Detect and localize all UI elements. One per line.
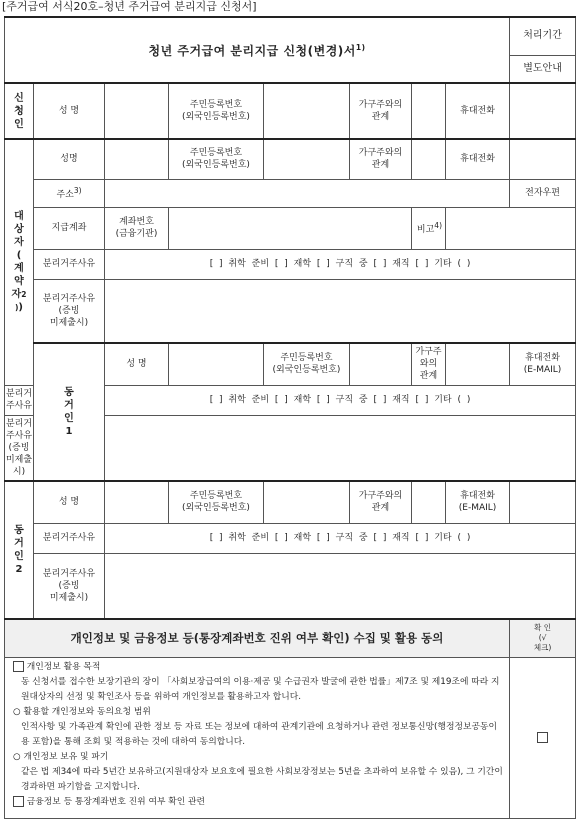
applicant-section-label: 신 청 인: [5, 83, 34, 139]
target-reason-options[interactable]: [ ] 취학 준비 [ ] 재학 [ ] 구직 중 [ ] 재직 [ ] 기타 ( ): [105, 249, 576, 279]
cohabitant1-name-field[interactable]: [169, 343, 264, 385]
target-rrn-label: 주민등록번호 (외국인등록번호): [169, 139, 264, 179]
consent-item1-checkbox-icon: [13, 661, 24, 672]
consent-item2-body: 인적사항 및 가족관계 확인에 관한 정보 등 자료 또는 정보에 대하여 관계기관에 요청하거나 관련 정보통신망(행정정보공동이용 포함)을 통해 조회 및 적용하는 것에 대하여 동의합니다.: [21, 721, 497, 747]
cohabitant1-relation-field[interactable]: [446, 343, 510, 385]
cohabitant2-rrn-field[interactable]: [264, 481, 350, 523]
target-reason-label: 분리거주사유: [34, 249, 105, 279]
cohabitant2-relation-label: 가구주와의 관계: [350, 481, 412, 523]
target-rrn-field[interactable]: [264, 139, 350, 179]
consent-checkbox-cell[interactable]: [510, 657, 576, 818]
target-account-label: 지급계좌: [34, 207, 105, 249]
cohabitant2-section-label: 동 거 인 2: [5, 481, 34, 619]
cohabitant1-phone-label: 휴대전화 (E-MAIL): [510, 343, 576, 385]
target-account-no-label: 계좌번호 (금융기관): [105, 207, 169, 249]
consent-item4-checkbox-icon: [13, 796, 24, 807]
cohabitant2-phone-label: 휴대전화 (E-MAIL): [446, 481, 510, 523]
target-note-label: 비고$^{4)}$: [412, 207, 446, 249]
cohabitant2-name-label: 성 명: [34, 481, 105, 523]
applicant-phone-field[interactable]: [510, 83, 576, 139]
applicant-rrn-field[interactable]: [264, 83, 350, 139]
cohabitant1-rrn-label: 주민등록번호 (외국인등록번호): [264, 343, 350, 385]
target-address-field[interactable]: [105, 179, 510, 207]
processing-period-value: 별도안내: [510, 55, 576, 83]
target-phone-label: 휴대전화: [446, 139, 510, 179]
cohabitant2-reason-options[interactable]: [ ] 취학 준비 [ ] 재학 [ ] 구직 중 [ ] 재직 [ ] 기타 ( ): [105, 523, 576, 553]
consent-checkbox[interactable]: [537, 732, 548, 743]
target-section-label: 대 상 자 ( 계 약 자2 )): [5, 139, 34, 385]
consent-item1-body: 동 신청서를 접수한 보장기관의 장이 「사회보장급여의 이용·제공 및 수급권자 발굴에 관한 법률」제7조 및 제19조에 따라 지원대상자의 선정 및 확인조사 등을 위하여 개인정보를 활용하고자 합니다.: [21, 676, 500, 702]
cohabitant2-reason-note-label: 분리거주사유 (증빙 미제출시): [34, 553, 105, 619]
applicant-phone-label: 휴대전화: [446, 83, 510, 139]
consent-item2-title: ○ 활용할 개인정보와 동의요청 범위: [13, 706, 151, 717]
consent-item4-title: 금융정보 등 통장계좌번호 진위 여부 확인 관련: [13, 795, 503, 810]
target-reason-note-field[interactable]: [105, 279, 576, 343]
applicant-rrn-label: 주민등록번호 (외국인등록번호): [169, 83, 264, 139]
target-name-field[interactable]: [105, 139, 169, 179]
target-account-field[interactable]: [169, 207, 412, 249]
consent-body: [5, 657, 510, 818]
target-name-label: 성명: [34, 139, 105, 179]
target-relation-field[interactable]: [412, 139, 446, 179]
cohabitant1-reason-note-field[interactable]: [105, 415, 576, 481]
consent-check-header: 확 인 (√ 체크): [510, 619, 576, 657]
target-relation-label: 가구주와의 관계: [350, 139, 412, 179]
target-reason-note-label: 분리거주사유 (증빙 미제출시): [34, 279, 105, 343]
cohabitant2-reason-note-field[interactable]: [105, 553, 576, 619]
form-table: [4, 16, 576, 819]
consent-item1-title: 개인정보 활용 목적: [13, 660, 503, 675]
cohabitant1-relation-label: 가구주와의 관계: [412, 343, 446, 385]
consent-title: 개인정보 및 금융정보 등(통장계좌번호 진위 여부 확인) 수집 및 활용 동의: [5, 619, 510, 657]
cohabitant1-reason-note-label: 분리거주사유 (증빙 미제출시): [5, 415, 34, 481]
target-address-label: 주소$^{3)}$: [34, 179, 105, 207]
cohabitant2-phone-field[interactable]: [510, 481, 576, 523]
target-email-label: 전자우편: [510, 179, 576, 207]
cohabitant1-reason-options[interactable]: [ ] 취학 준비 [ ] 재학 [ ] 구직 중 [ ] 재직 [ ] 기타 ( ): [105, 385, 576, 415]
target-note-field[interactable]: [446, 207, 576, 249]
form-title: 청년 주거급여 분리지급 신청(변경)서$^{1)}$: [5, 17, 510, 83]
cohabitant2-reason-label: 분리거주사유: [34, 523, 105, 553]
application-form: [4, 16, 575, 821]
processing-period-label: 처리기간: [510, 17, 576, 55]
cohabitant2-relation-field[interactable]: [412, 481, 446, 523]
applicant-name-label: 성 명: [34, 83, 105, 139]
applicant-relation-label: 가구주와의 관계: [350, 83, 412, 139]
form-caption: [주거급여 서식20호–청년 주거급여 분리지급 신청서]: [2, 0, 257, 13]
consent-item3-title: ○ 개인정보 보유 및 파기: [13, 751, 109, 762]
cohabitant1-name-label: 성 명: [105, 343, 169, 385]
consent-item3-body: 같은 법 제34에 따라 5년간 보유하고(지원대상자 보요호에 필요한 사회보장정보는 5년을 초과하여 보유할 수 있음), 그 기간이 경과하면 파기함을 고지합니다.: [21, 766, 503, 792]
target-phone-field[interactable]: [510, 139, 576, 179]
applicant-relation-field[interactable]: [412, 83, 446, 139]
cohabitant1-reason-label: 분리거주사유: [5, 385, 34, 415]
cohabitant2-name-field[interactable]: [105, 481, 169, 523]
cohabitant1-section-label: 동 거 인 1: [34, 343, 105, 481]
cohabitant1-rrn-field[interactable]: [350, 343, 412, 385]
applicant-name-field[interactable]: [105, 83, 169, 139]
cohabitant2-rrn-label: 주민등록번호 (외국인등록번호): [169, 481, 264, 523]
